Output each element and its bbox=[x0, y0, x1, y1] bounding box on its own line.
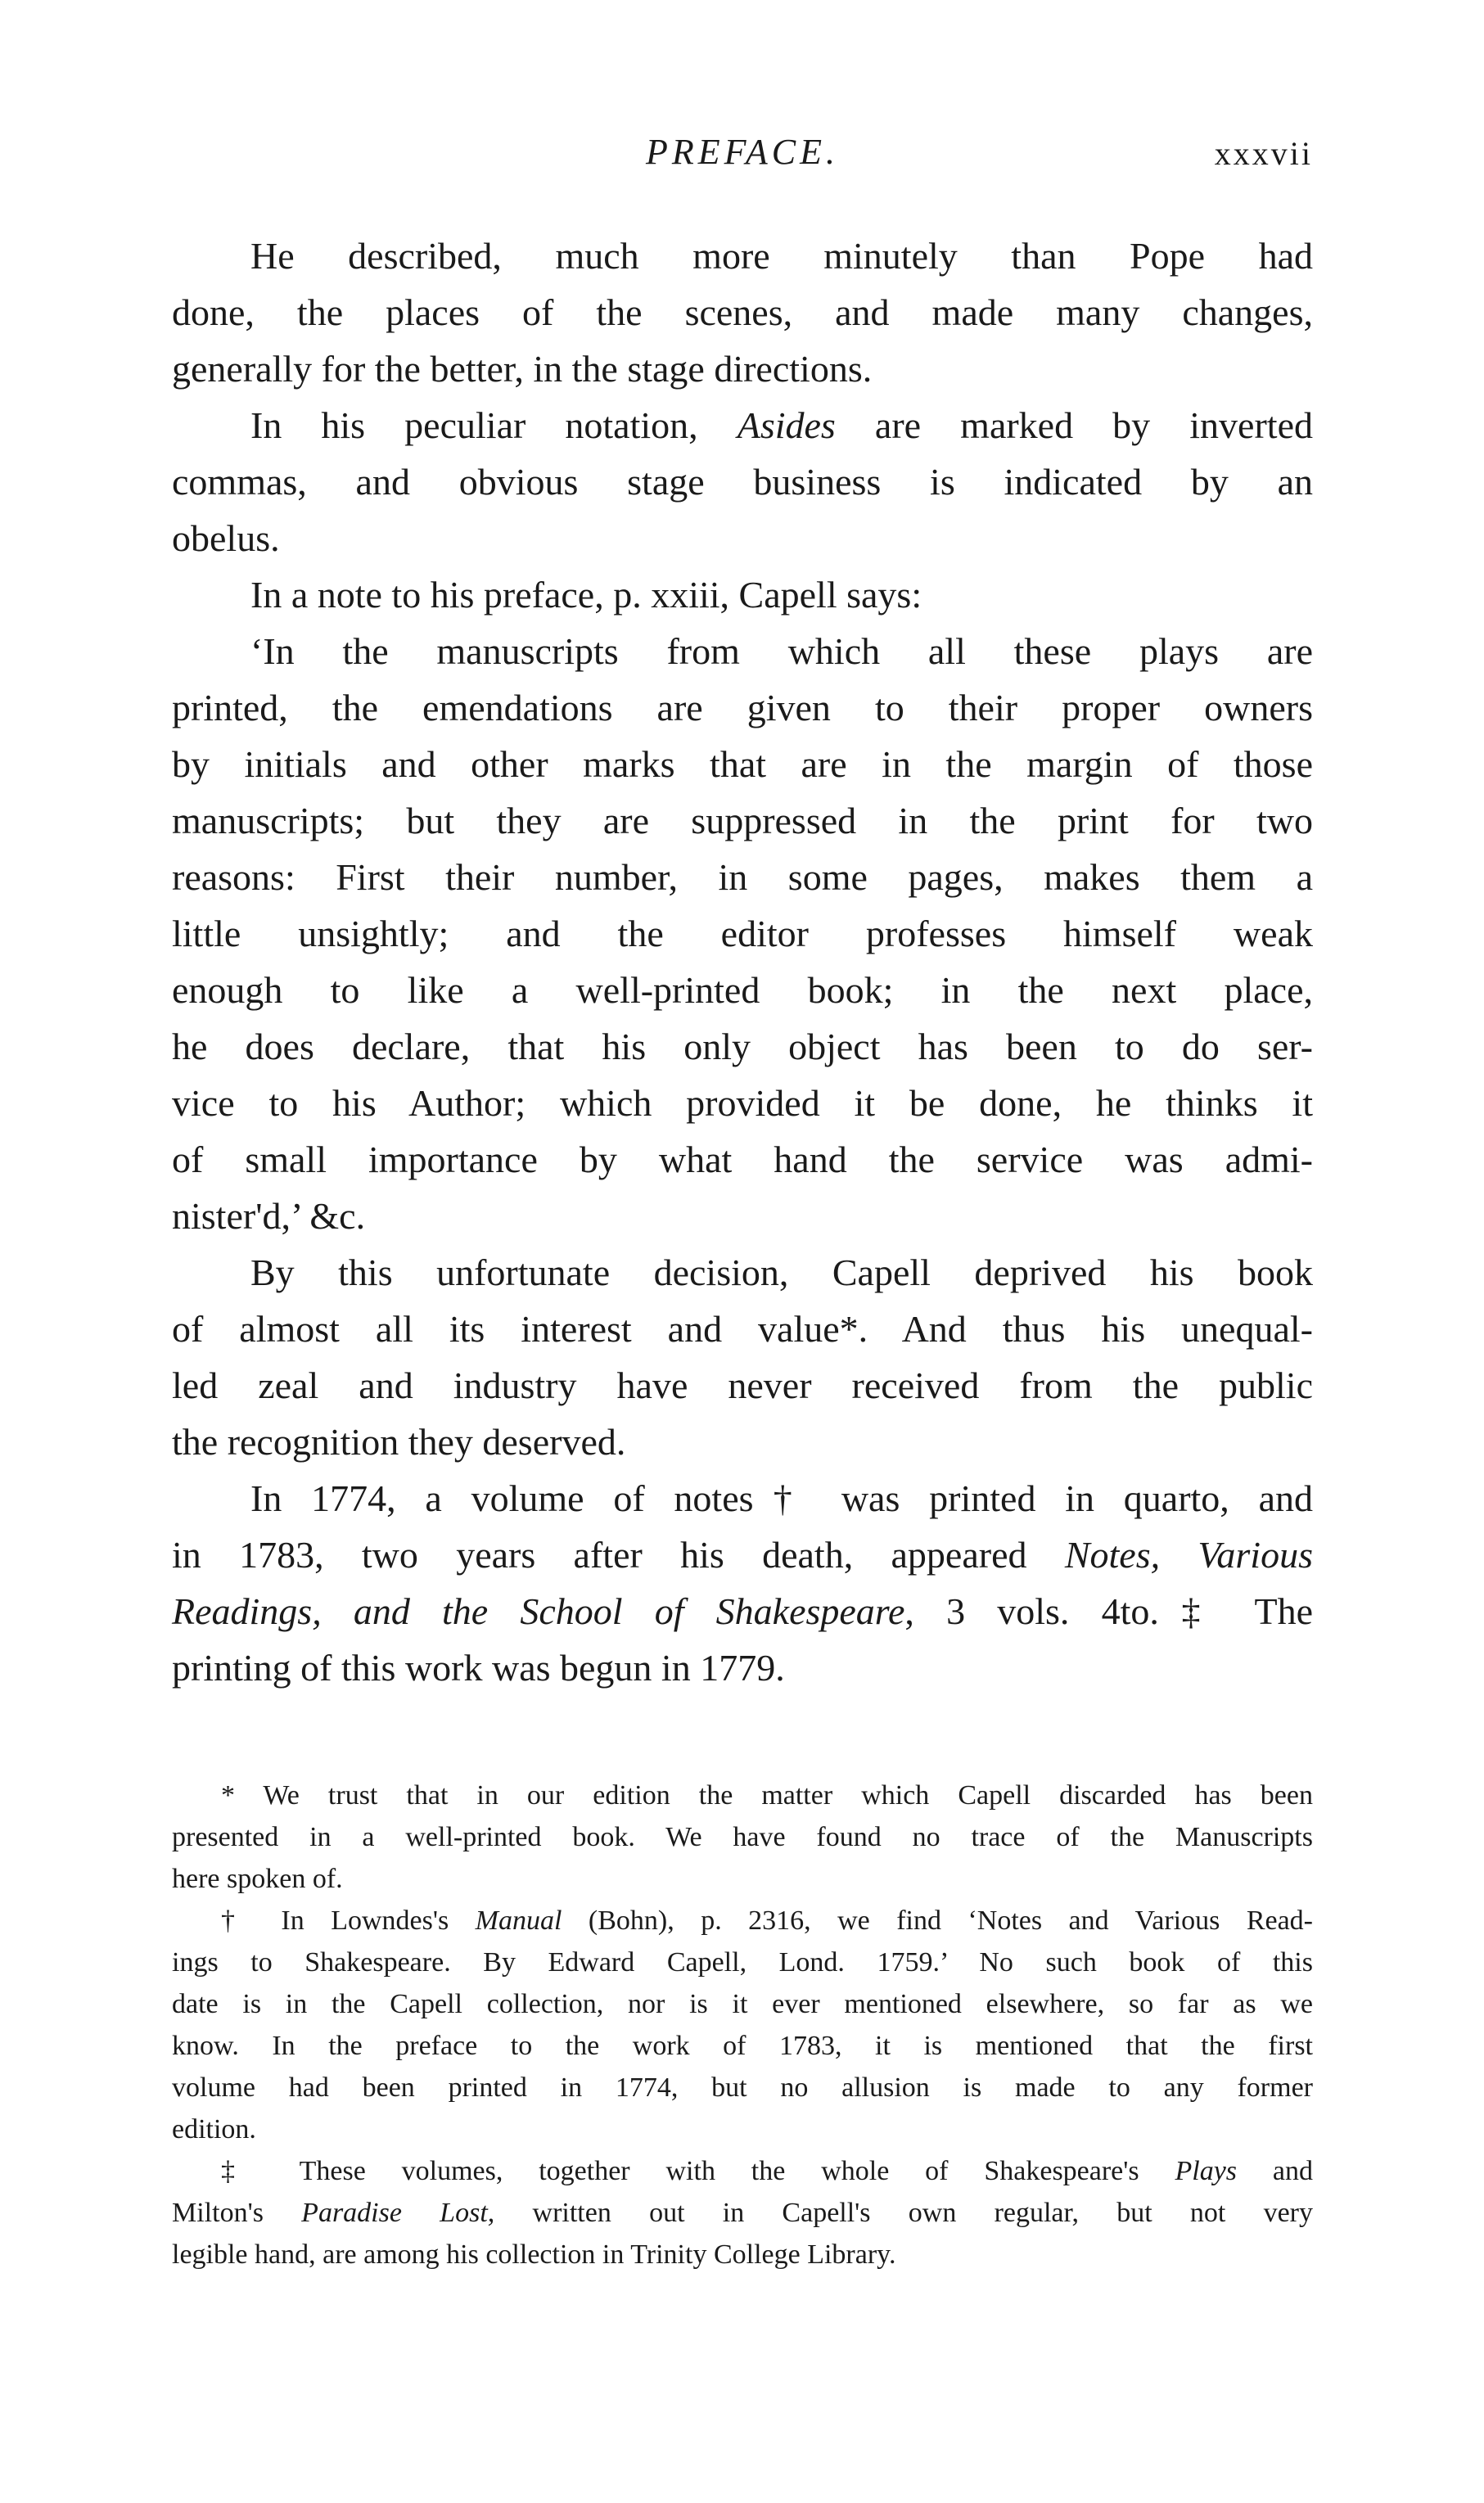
body-line bbox=[172, 228, 1313, 284]
text-segment: led zeal and industry have never received from the public bbox=[172, 1364, 1313, 1406]
text-segment: In a note to his preface, p. xxiii, Capell says: bbox=[250, 574, 922, 616]
footnote-line bbox=[172, 1942, 1313, 1983]
body-line bbox=[172, 679, 1313, 736]
text-segment: by initials and other marks that are in the margin of those bbox=[172, 743, 1313, 785]
body-line bbox=[172, 566, 1313, 623]
text-segment: ‡ These volumes, together with the whole of Shakespeare's bbox=[221, 2156, 1175, 2186]
running-title: PREFACE. bbox=[646, 132, 839, 172]
text-segment: , 3 vols. 4to.‡ The bbox=[904, 1590, 1313, 1632]
text-segment: (Bohn), p. 2316, we find ‘Notes and Various Read- bbox=[562, 1905, 1313, 1936]
text-segment: * We trust that in our edition the matter which Capell discarded has been bbox=[221, 1780, 1313, 1811]
text-segment: of small importance by what hand the service was admi- bbox=[172, 1139, 1313, 1180]
text-segment: in 1783, two years after his death, appeared bbox=[172, 1534, 1065, 1576]
text-segment: generally for the better, in the stage directions. bbox=[172, 348, 873, 390]
footnote-line bbox=[172, 2067, 1313, 2108]
text-segment: printed, the emendations are given to their proper owners bbox=[172, 687, 1313, 728]
footnote-line bbox=[172, 1858, 1313, 1900]
text-segment: here spoken of. bbox=[172, 1864, 343, 1894]
text-segment: are marked by inverted bbox=[835, 404, 1313, 446]
body-line bbox=[172, 1639, 1313, 1696]
text-segment: legible hand, are among his collection in Trinity College Library. bbox=[172, 2239, 896, 2270]
italic-text: Plays bbox=[1175, 2156, 1238, 2186]
body-line bbox=[172, 962, 1313, 1018]
italic-text: Manual bbox=[475, 1905, 562, 1936]
text-segment: enough to like a well-printed book; in the next place, bbox=[172, 969, 1313, 1011]
text-segment: † In Lowndes's bbox=[221, 1905, 476, 1936]
text-segment: In 1774, a volume of notes† was printed in quarto, and bbox=[250, 1477, 1313, 1519]
running-header bbox=[172, 131, 1313, 180]
text-segment: commas, and obvious stage business is indicated by an bbox=[172, 461, 1313, 503]
body-text bbox=[172, 228, 1313, 1696]
text-segment: volume had been printed in 1774, but no allusion is made to any former bbox=[172, 2072, 1313, 2103]
text-segment: He described, much more minutely than Pope had bbox=[250, 235, 1313, 277]
body-line bbox=[172, 1583, 1313, 1639]
text-segment: edition. bbox=[172, 2114, 256, 2144]
text-segment: written out in Capell's own regular, but not very bbox=[494, 2198, 1314, 2228]
text-segment: little unsightly; and the editor professes himself weak bbox=[172, 913, 1313, 954]
italic-text: Asides bbox=[737, 404, 836, 446]
text-segment: ings to Shakespeare. By Edward Capell, Lond. 1759.’ No such book of this bbox=[172, 1947, 1313, 1978]
footnote-line bbox=[172, 2192, 1313, 2234]
text-segment: done, the places of the scenes, and made many changes, bbox=[172, 291, 1313, 333]
body-line bbox=[172, 340, 1313, 397]
body-line bbox=[172, 1470, 1313, 1527]
body-line bbox=[172, 1188, 1313, 1244]
footnote-line bbox=[172, 1816, 1313, 1858]
text-segment: know. In the preface to the work of 1783, it is mentioned that the first bbox=[172, 2031, 1313, 2061]
text-segment: printing of this work was begun in 1779. bbox=[172, 1647, 785, 1689]
footnote-line bbox=[172, 2234, 1313, 2275]
italic-text: Paradise Lost, bbox=[301, 2198, 495, 2228]
body-line bbox=[172, 736, 1313, 792]
body-line bbox=[172, 397, 1313, 453]
body-line bbox=[172, 284, 1313, 340]
italic-text: Readings, and the School of Shakespeare bbox=[172, 1590, 905, 1632]
body-line bbox=[172, 1131, 1313, 1188]
footnote-line bbox=[172, 1900, 1313, 1942]
page-number: xxxvii bbox=[1214, 135, 1313, 172]
footnote-line bbox=[172, 1983, 1313, 2025]
text-segment: he does declare, that his only object has been to do ser- bbox=[172, 1026, 1313, 1067]
body-line bbox=[172, 510, 1313, 566]
text-segment: nister'd,’ &c. bbox=[172, 1195, 366, 1237]
text-segment: and bbox=[1237, 2156, 1314, 2186]
body-line bbox=[172, 1527, 1313, 1583]
body-line bbox=[172, 905, 1313, 962]
body-line bbox=[172, 1301, 1313, 1357]
text-segment: By this unfortunate decision, Capell deprived his book bbox=[250, 1252, 1313, 1293]
body-line bbox=[172, 1075, 1313, 1131]
text-segment: presented in a well-printed book. We have found no trace of the Manuscripts bbox=[172, 1822, 1313, 1852]
footnote-line bbox=[172, 1775, 1313, 1816]
text-segment: In his peculiar notation, bbox=[250, 404, 737, 446]
body-line bbox=[172, 623, 1313, 679]
text-segment: of almost all its interest and value*. And thus his unequal- bbox=[172, 1308, 1313, 1350]
body-line bbox=[172, 849, 1313, 905]
body-line bbox=[172, 1414, 1313, 1470]
italic-text: Notes, Various bbox=[1064, 1534, 1313, 1576]
footnote-line bbox=[172, 2108, 1313, 2150]
body-line bbox=[172, 792, 1313, 849]
body-line bbox=[172, 1244, 1313, 1301]
text-segment: vice to his Author; which provided it be done, he thinks it bbox=[172, 1082, 1313, 1124]
text-segment: reasons: First their number, in some pages, makes them a bbox=[172, 856, 1313, 898]
body-line bbox=[172, 1018, 1313, 1075]
body-line bbox=[172, 1357, 1313, 1414]
footnote-line bbox=[172, 2025, 1313, 2067]
footnote-line bbox=[172, 2150, 1313, 2192]
text-segment: date is in the Capell collection, nor is it ever mentioned elsewhere, so far as we bbox=[172, 1989, 1313, 2019]
text-segment: manuscripts; but they are suppressed in the print for two bbox=[172, 800, 1313, 841]
body-line bbox=[172, 453, 1313, 510]
text-segment: the recognition they deserved. bbox=[172, 1421, 626, 1463]
text-segment: Milton's bbox=[172, 2198, 302, 2228]
text-segment: ‘In the manuscripts from which all these plays are bbox=[250, 630, 1313, 672]
text-segment: obelus. bbox=[172, 517, 280, 559]
footnotes bbox=[172, 1775, 1313, 2275]
